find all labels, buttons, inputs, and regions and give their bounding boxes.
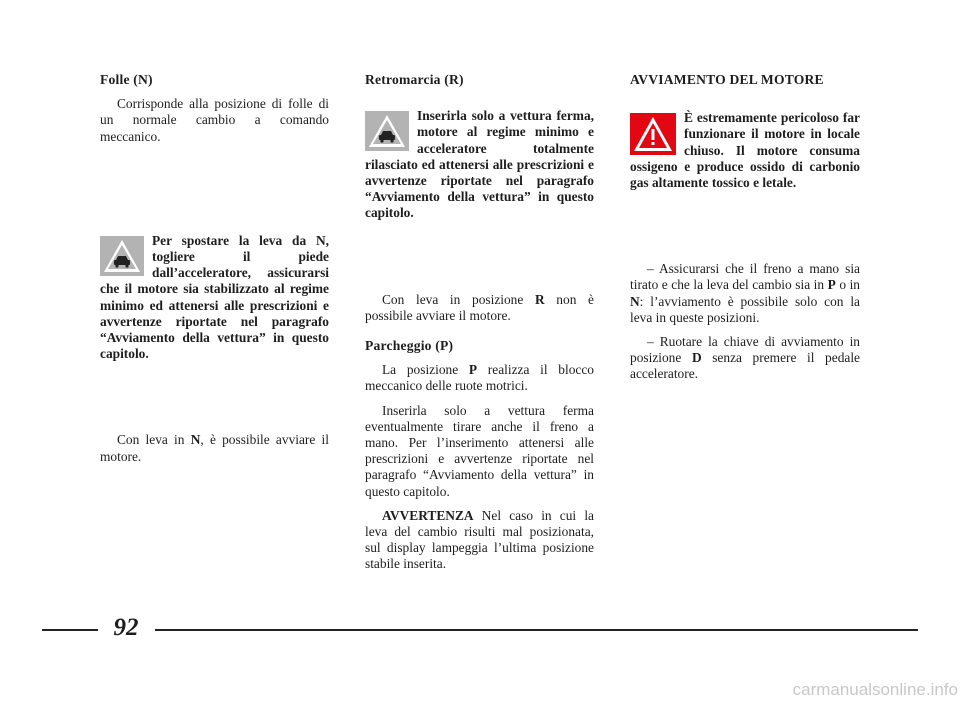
warning-text: Per spostare la leva da N, togliere il piede dall’acceleratore, assicurarsi che il motore sia stabilizzato al regime minimo ed attenersi alle prescrizioni e avvertenze riportate nel paragrafo “Avviamento della vettura” in questo capitolo. [100,232,329,362]
paragraph: La posizione P realizza il blocco meccanico delle ruote motrici. [365,362,594,394]
column-1 [100,72,329,473]
column-2 [365,72,594,581]
danger-warning-icon [630,113,676,155]
warning-text: Inserirla solo a vettura ferma, motore al regime minimo e acceleratore totalmente rilasciato ed attenersi alle prescrizioni e avvertenze riportate nel paragrafo “Avviamento della vettura” in questo capitolo. [365,108,594,221]
warning-block [630,110,860,191]
warning-text: È estremamente pericoloso far funzionare il motore in locale chiuso. Il motore consuma ossigeno e produce ossido di carbonio gas altamente tossico e letale. [630,110,860,191]
warning-block [100,233,329,363]
paragraph: Con leva in posizione R non è possibile avviare il motore. [365,291,594,323]
paragraph-avvertenza: AVVERTENZA Nel caso in cui la leva del cambio risulti mal posizionata, sul display lampeggia l’ultima posizione stabile inserita. [365,507,594,572]
page-number: 92 [113,614,139,641]
footer-rule-right [155,629,918,631]
car-warning-icon [100,236,144,276]
paragraph: – Ruotare la chiave di avviamento in posizione D senza premere il pedale acceleratore. [630,334,861,382]
paragraph: – Assicurarsi che il freno a mano sia tirato e che la leva del cambio sia in P o in N: l’avviamento è possibile solo con la leva in queste posizioni. [630,261,860,325]
paragraph: Inserirla solo a vettura ferma eventualmente tirare anche il freno a mano. Per l’inserimento attenersi alle prescrizioni e avvertenze riportate nel paragrafo “Avviamento della vettura” in questo capitolo. [365,402,594,499]
section-heading-folle: Folle (N) [100,72,153,87]
section-heading-retromarcia: Retromarcia (R) [365,72,464,87]
section-heading-parcheggio: Parcheggio (P) [365,338,454,354]
paragraph: Con leva in N, è possibile avviare il motore. [100,432,329,464]
paragraph: Corrisponde alla posizione di folle di un normale cambio a comando meccanico. [100,96,329,144]
footer-rule-left [42,629,98,631]
section-heading-avviamento: AVVIAMENTO DEL MOTORE [630,72,824,87]
warning-block [365,108,594,221]
car-warning-icon [365,111,409,151]
column-3 [630,72,860,391]
watermark: carmanualsonline.info [792,680,958,699]
